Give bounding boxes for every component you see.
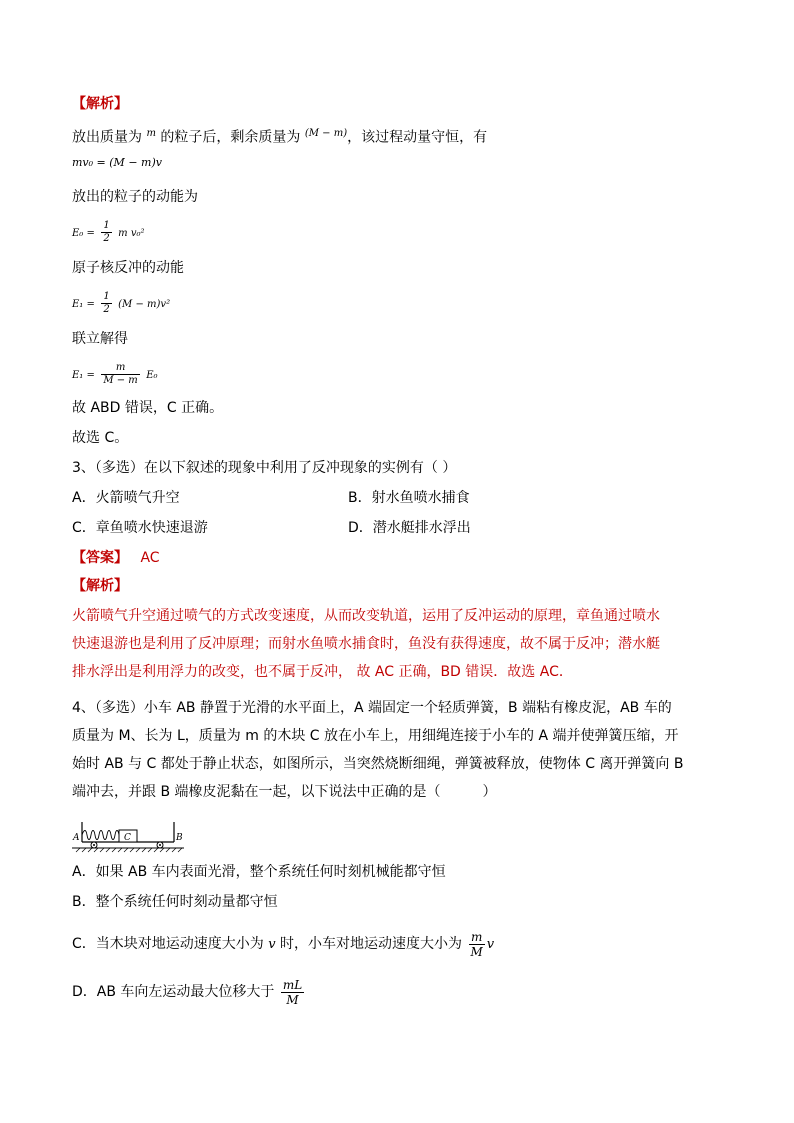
analysis-label: 【解析】 [72,96,128,112]
answer-value: AC [140,550,160,566]
stem-line: 端冲去，并跟 B 端橡皮泥黏在一起，以下说法中正确的是（ ） [72,784,497,800]
analysis-line: 火箭喷气升空通过喷气的方式改变速度，从而改变轨道，运用了反冲运动的原理，章鱼通过喷水 [72,608,660,624]
sol-text: 放出质量为 [72,129,142,146]
fraction: $\frac{mL}{M}$ [282,977,303,1007]
answer-label: 【答案】 [72,550,128,566]
math-v: v [486,937,495,952]
stem-line: 质量为 M、长为 L，质量为 m 的木块 C 放在小车上，用细绳连接于小车的 A 端并使弹簧压缩，开 [72,728,679,744]
sol-text: 的粒子后，剩余质量为 [160,129,301,146]
fraction: $\frac{m}{M}$ [470,929,483,959]
sol-line-2: 放出的粒子的动能为 [72,189,198,205]
q4-stem [72,694,724,806]
eq-rhs: (M − m)v² [118,299,171,310]
q3-option-a: A．火箭喷气升空 [72,490,180,506]
stem-line: 始时 AB 与 C 都处于静止状态，如图所示，当突然烧断细绳，弹簧被释放，使物体 C 离开弹簧向 B [72,756,684,772]
option-text: 时，小车对地运动速度大小为 [275,936,463,952]
sol-line-4: 联立解得 [72,331,128,347]
ground [72,848,184,852]
q3-stem: 3、（多选）在以下叙述的现象中利用了反冲现象的实例有（ ） [72,460,457,476]
fraction: $\frac{1}{2}$ [103,290,110,315]
math-v: v [268,937,276,952]
equation-momentum: mv₀ = (M − m)v [72,156,162,169]
sol-line-3: 原子核反冲的动能 [72,260,184,276]
equation-e0 [72,218,144,248]
option-text: C．当木块对地运动速度大小为 [72,936,269,952]
analysis-line: 快速退游也是利用了反冲原理；而射水鱼喷水捕食时，鱼没有获得速度，故不属于反冲；潜水艇 [72,636,660,652]
q4-option-c [72,926,494,963]
q4-option-a: A．如果 AB 车内表面光滑，整个系统任何时刻机械能都守恒 [72,864,446,880]
analysis-line: 排水浮出是利用浮力的改变，也不属于反冲， 故 AC 正确，BD 错误．故选 AC． [72,664,573,680]
sol-line-6: 故选 C。 [72,430,129,446]
equation-result [72,360,158,390]
eq-rhs: E₀ [146,370,158,381]
q4-option-d [72,974,306,1010]
eq-lhs: E₁ = [72,299,95,310]
q3-answer-line [72,548,160,568]
eq-lhs: E₀ = [72,228,95,239]
q3-analysis-label: 【解析】 [72,578,128,594]
eq-lhs: E₁ = [72,370,95,381]
fraction: $\frac{1}{2}$ [103,219,110,244]
q4-option-b: B．整个系统任何时刻动量都守恒 [72,894,278,910]
stem-line: 4、（多选）小车 AB 静置于光滑的水平面上，A 端固定一个轻质弹簧，B 端粘有橡皮泥，AB 车的 [72,700,672,716]
label-b: B [176,833,183,843]
wheel-right-hub [159,844,161,846]
q3-option-c: C．章鱼喷水快速退游 [72,520,208,536]
option-text: D．AB 车向左运动最大位移大于 [72,984,275,1000]
cart-spring-figure [72,818,184,854]
spring-icon [82,831,119,840]
wheel-left-hub [93,844,95,846]
q3-option-d: D．潜水艇排水浮出 [348,520,471,536]
label-a: A [73,833,80,843]
q3-analysis [72,602,724,686]
equation-e1 [72,289,170,319]
eq-rhs: m v₀² [118,228,145,239]
fraction: $\frac{m}{M - m}$ [103,361,138,386]
q3-option-b: B．射水鱼喷水捕食 [348,490,470,506]
math-m: m [146,128,156,139]
sol-line-5: 故 ABD 错误，C 正确。 [72,400,224,416]
sol-text: ，该过程动量守恒，有 [347,129,488,146]
math-expr: (M − m) [304,128,348,139]
label-c: C [124,833,131,843]
sol-line-1 [72,124,487,148]
